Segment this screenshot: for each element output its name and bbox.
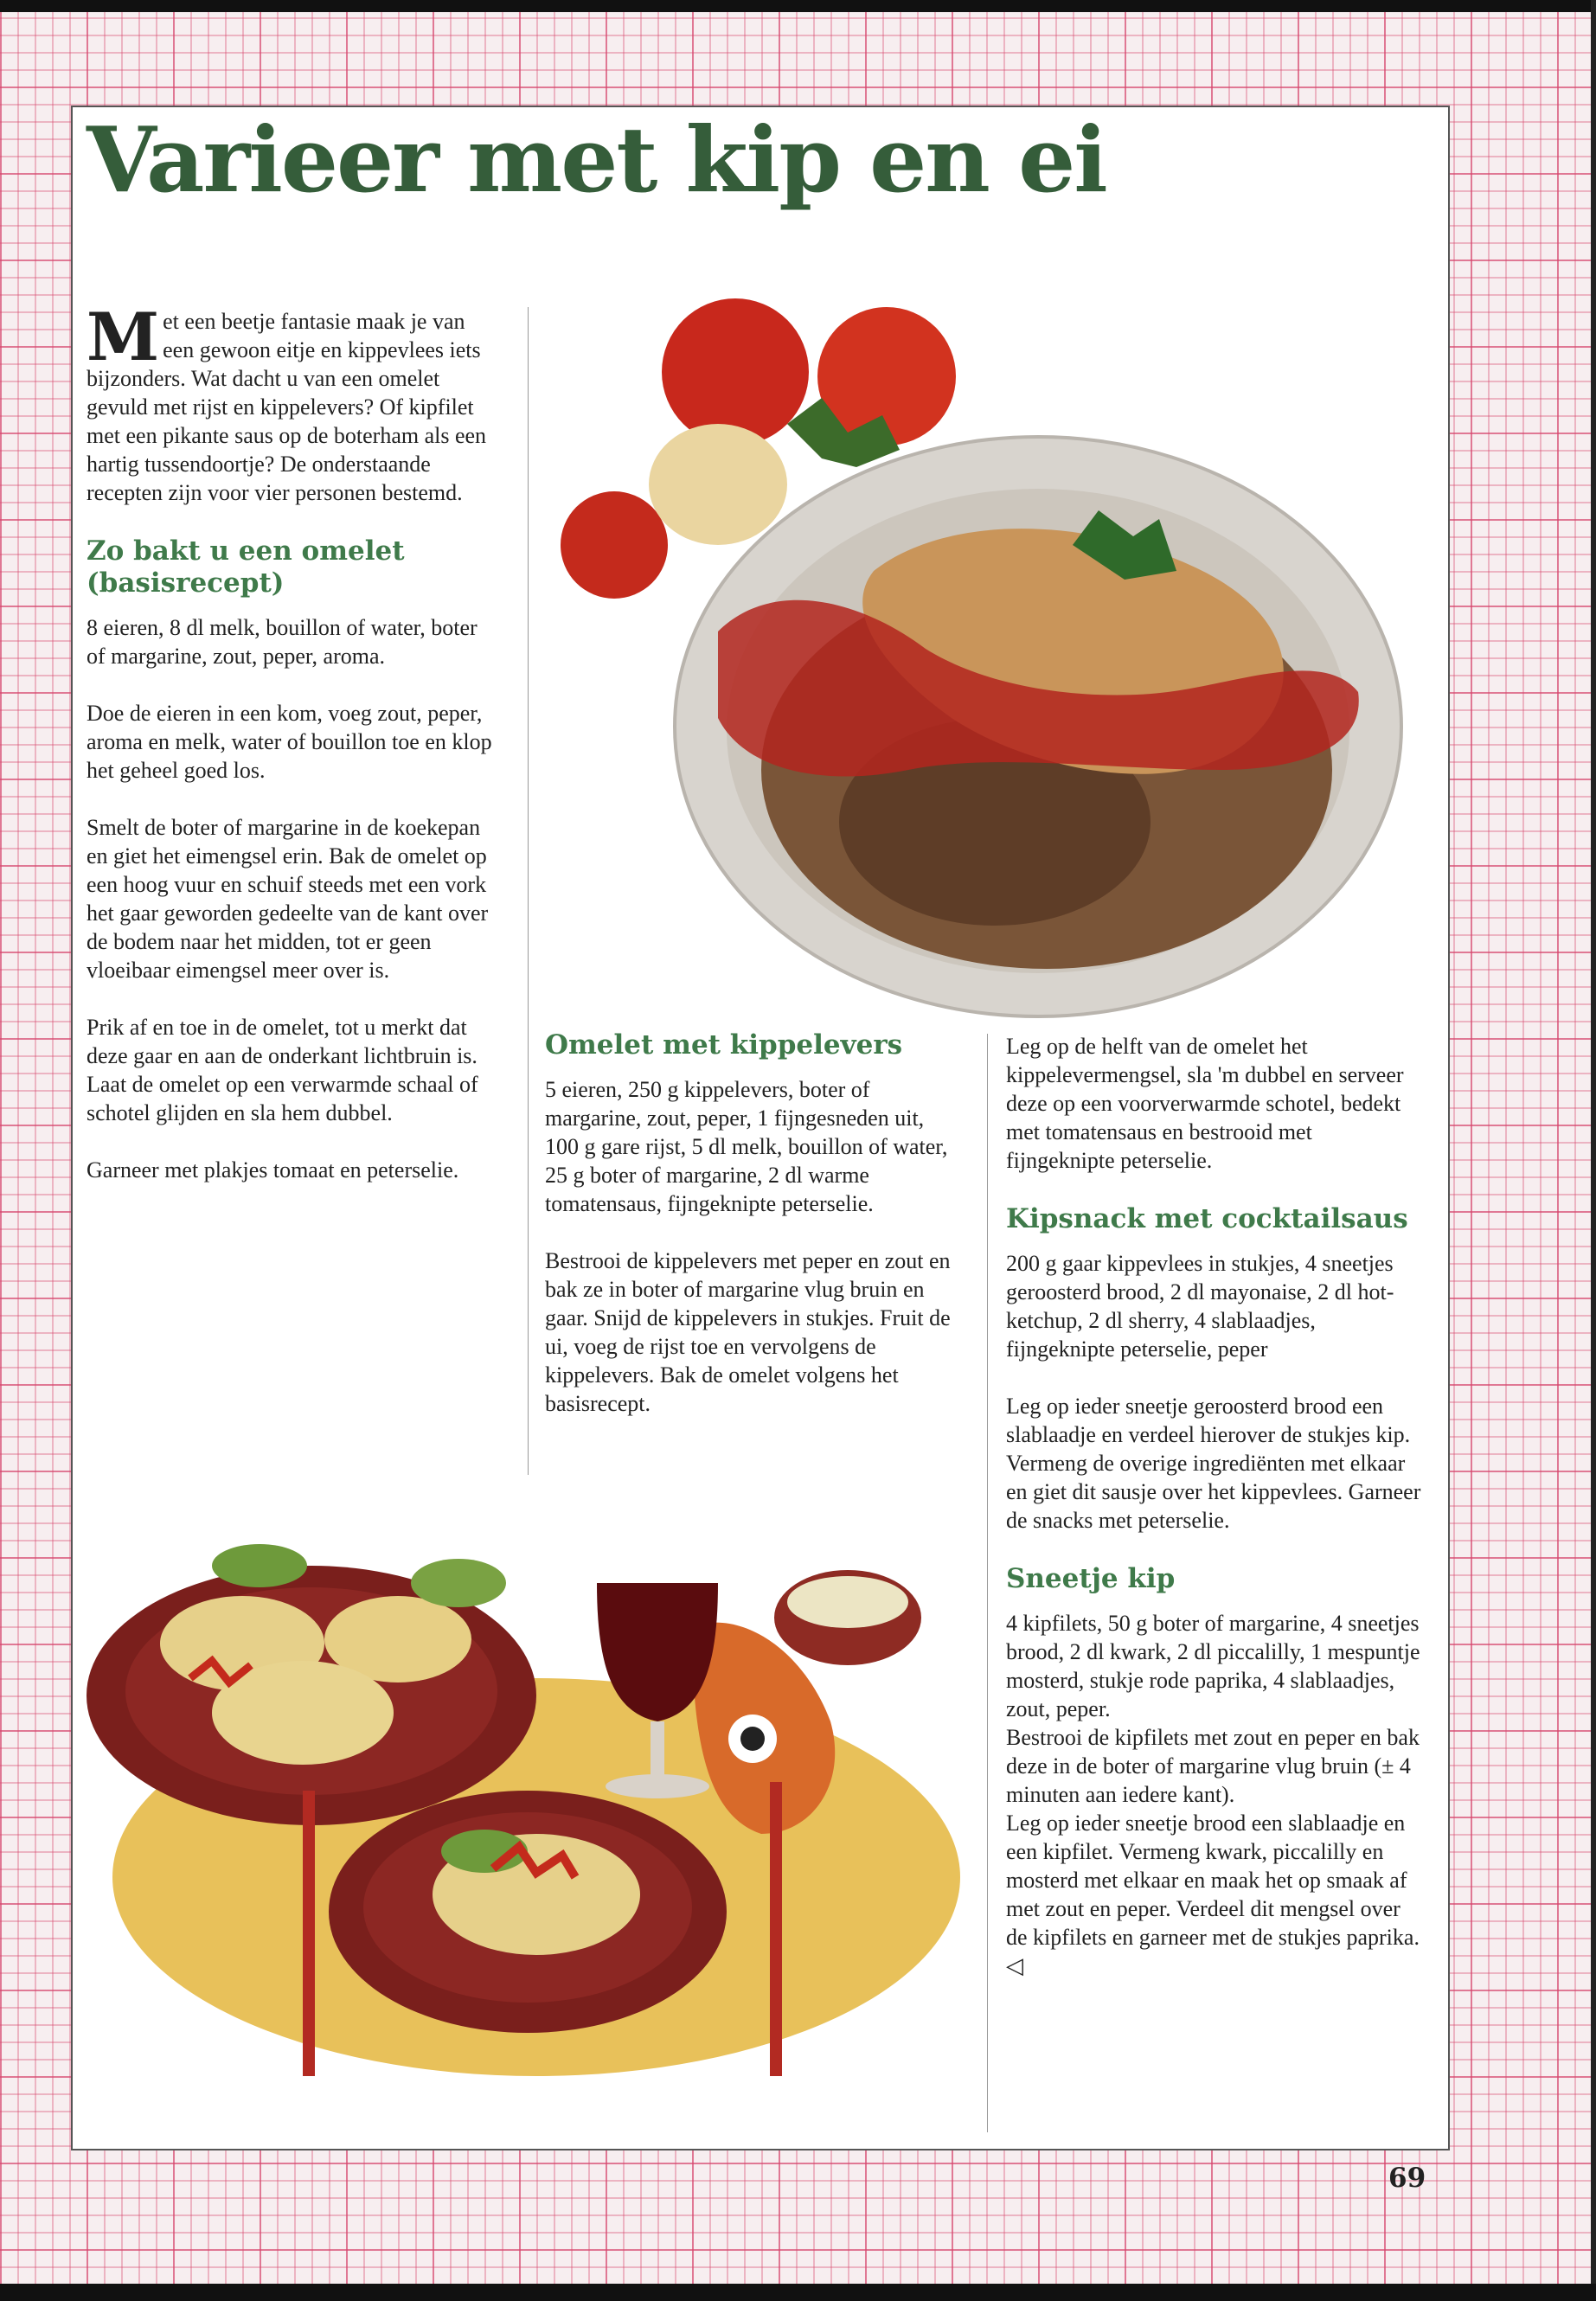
chicken-snack-photo	[87, 1505, 977, 2111]
tomato	[561, 491, 668, 599]
omelet-photo	[545, 285, 1427, 1029]
dropcap: M	[87, 298, 160, 375]
column-divider	[987, 1034, 988, 2132]
column-divider	[528, 307, 529, 1475]
column-1	[87, 298, 495, 1213]
lettuce	[411, 1559, 506, 1607]
lettuce	[212, 1544, 307, 1587]
heading-omelet-kippelevers: Omelet met kippelevers	[545, 1029, 903, 1061]
ingredients-sneetje-kip: 4 kipfilets, 50 g boter of margarine, 4 sneetjes brood, 2 dl kwark, 2 dl piccalilly, 1 mespuntje mosterd, stukje rode paprika, 4 slablaadjes, zout, peper.	[1006, 1611, 1420, 1721]
page-title: Varieer met kip en ei	[87, 106, 1106, 213]
paragraph: Leg op ieder sneetje geroosterd brood een slablaadje en verdeel hierover de stukjes kip. Vermeng de overige ingrediënten met elkaar en giet dit sausje over het kippevlees. Garneer de snacks met peterselie.	[1006, 1394, 1421, 1533]
column-2	[545, 1029, 960, 1446]
paragraph: Doe de eieren in een kom, voeg zout, peper, aroma en melk, water of bouillon toe en klop het geheel goed los.	[87, 701, 492, 783]
paragraph: Smelt de boter of margarine in de koekepan en giet het eimengsel erin. Bak de omelet op een hoog vuur en schuif steeds met een vork het gaar geworden gedeelte van de kant over de bodem naar het midden, tot er geen vloeibaar eimengsel meer over is.	[87, 815, 489, 983]
fork	[303, 1791, 315, 2076]
paragraph: Bestrooi de kipfilets met zout en peper en bak deze in de boter of margarine vlug bruin (± 4 minuten aan iedere kant).	[1006, 1725, 1420, 1807]
top-scan-edge	[0, 0, 1596, 12]
ingredients-kipsnack: 200 g gaar kippevlees in stukjes, 4 sneetjes geroosterd brood, 2 dl mayonaise, 2 dl hot-ketchup, 2 dl sherry, 4 slablaadjes, fijngeknipte peterselie, peper	[1006, 1251, 1394, 1362]
paragraph: Prik af en toe in de omelet, tot u merkt dat deze gaar en aan de onderkant lichtbruin is. Laat de omelet op een verwarmde schaal of schotel glijden en sla hem dubbel.	[87, 1015, 478, 1125]
onion	[649, 424, 787, 545]
page-number: 69	[1388, 2163, 1426, 2194]
knife	[770, 1782, 782, 2076]
intro-paragraph: Met een beetje fantasie maak je van een gewoon eitje en kippevlees iets bijzonders. Wat dacht u van een omelet gevuld met rijst en kippelevers? Of kipfilet met een pikante saus op de boterham als een hartig tussendoortje? De onderstaande recepten zijn voor vier personen bestemd.	[87, 298, 487, 505]
heading-kipsnack: Kipsnack met cocktailsaus	[1006, 1203, 1408, 1234]
right-scan-edge	[1591, 0, 1596, 2301]
paragraph: Garneer met plakjes tomaat en peterselie.	[87, 1157, 459, 1183]
ingredients-omelet-kippelevers: 5 eieren, 250 g kippelevers, boter of margarine, zout, peper, 1 fijngesneden uit, 100 g gare rijst, 5 dl melk, bouillon of water, 25 g boter of margarine, 2 dl warme tomatensaus, fijngeknipte peterselie.	[545, 1077, 948, 1216]
bottom-scan-edge	[0, 2284, 1596, 2301]
column-3	[1006, 1032, 1421, 1980]
ingredients-basisrecept: 8 eieren, 8 dl melk, bouillon of water, boter of margarine, zout, peper, aroma.	[87, 615, 478, 669]
paragraph: Leg op de helft van de omelet het kippelevermengsel, sla 'm dubbel en serveer deze op een voorverwarmde schotel, bedekt met tomatensaus en bestrooid met fijngeknipte peterselie.	[1006, 1034, 1404, 1173]
heading-basisrecept: Zo bakt u een omelet (basisrecept)	[87, 535, 405, 599]
heading-sneetje-kip: Sneetje kip	[1006, 1563, 1176, 1594]
paragraph: Leg op ieder sneetje brood een slablaadje en een kipfilet. Vermeng kwark, piccalilly en mosterd met elkaar en maak het op smaak af met zout en peper. Verdeel dit mengsel over de kipfilets en garneer met de stukjes paprika. ◁	[1006, 1811, 1420, 1978]
tomato	[662, 298, 809, 445]
paragraph: Bestrooi de kippelevers met peper en zout en bak ze in boter of margarine vlug bruin en gaar. Snijd de kippelevers in stukjes. Fruit de ui, voeg de rijst toe en vervolgens de kippelevers. Bak de omelet volgens het basisrecept.	[545, 1248, 951, 1416]
